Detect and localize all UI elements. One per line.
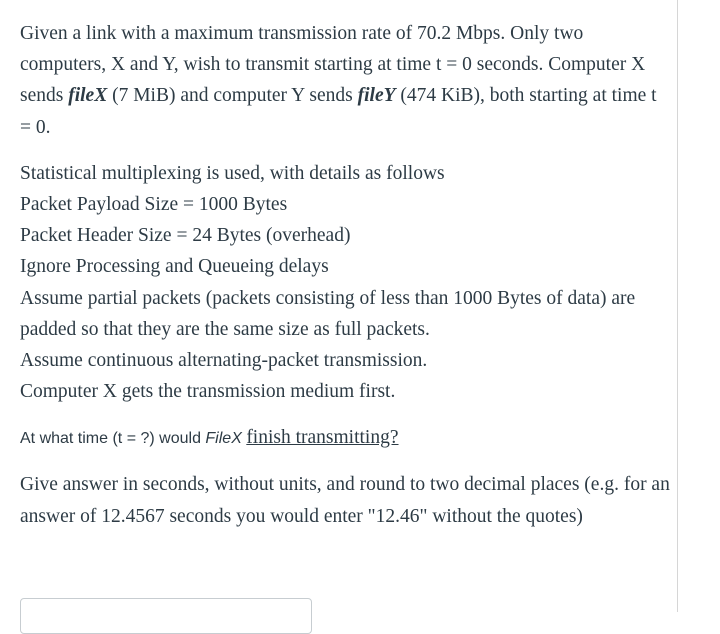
detail-line: Statistical multiplexing is used, with details as follows xyxy=(20,162,445,184)
question-prompt xyxy=(20,422,670,454)
prompt-underlined-text: finish transmitting? xyxy=(246,427,399,449)
filey-term: fileY xyxy=(357,85,396,107)
detail-line: Packet Header Size = 24 Bytes (overhead) xyxy=(20,225,351,247)
detail-line: Assume continuous alternating-packet transmission. xyxy=(20,350,428,372)
statement-text-2: (7 MiB) and computer Y sends xyxy=(107,85,358,107)
detail-list xyxy=(20,158,670,408)
prompt-filex-term: FileX xyxy=(205,430,242,448)
spacer xyxy=(20,454,670,469)
statement-text-3: (474 KiB), both starting at time t = 0. xyxy=(20,85,657,138)
detail-line: Packet Payload Size = 1000 Bytes xyxy=(20,194,288,216)
answer-input[interactable] xyxy=(20,598,312,634)
filex-term: fileX xyxy=(68,85,108,107)
spacer xyxy=(20,407,670,422)
problem-statement xyxy=(20,18,670,143)
statement-text-1: Given a link with a maximum transmission rate of 70.2 Mbps. Only two computers, X and Y, wish to transmit starting at time t = 0 seconds. Computer X sends xyxy=(20,23,646,107)
detail-line: Ignore Processing and Queueing delays xyxy=(20,256,329,278)
detail-line: Assume partial packets (packets consisting of less than 1000 Bytes of data) are padded so that they are the same size as full packets. xyxy=(20,287,636,340)
answer-instructions: Give answer in seconds, without units, and round to two decimal places (e.g. for an answer of 12.4567 seconds you would enter "12.46" without the quotes) xyxy=(20,474,670,527)
question-text xyxy=(20,18,670,532)
detail-line: Computer X gets the transmission medium first. xyxy=(20,381,396,403)
spacer xyxy=(20,143,670,158)
prompt-text-1: At what time (t = ?) would xyxy=(20,430,206,448)
